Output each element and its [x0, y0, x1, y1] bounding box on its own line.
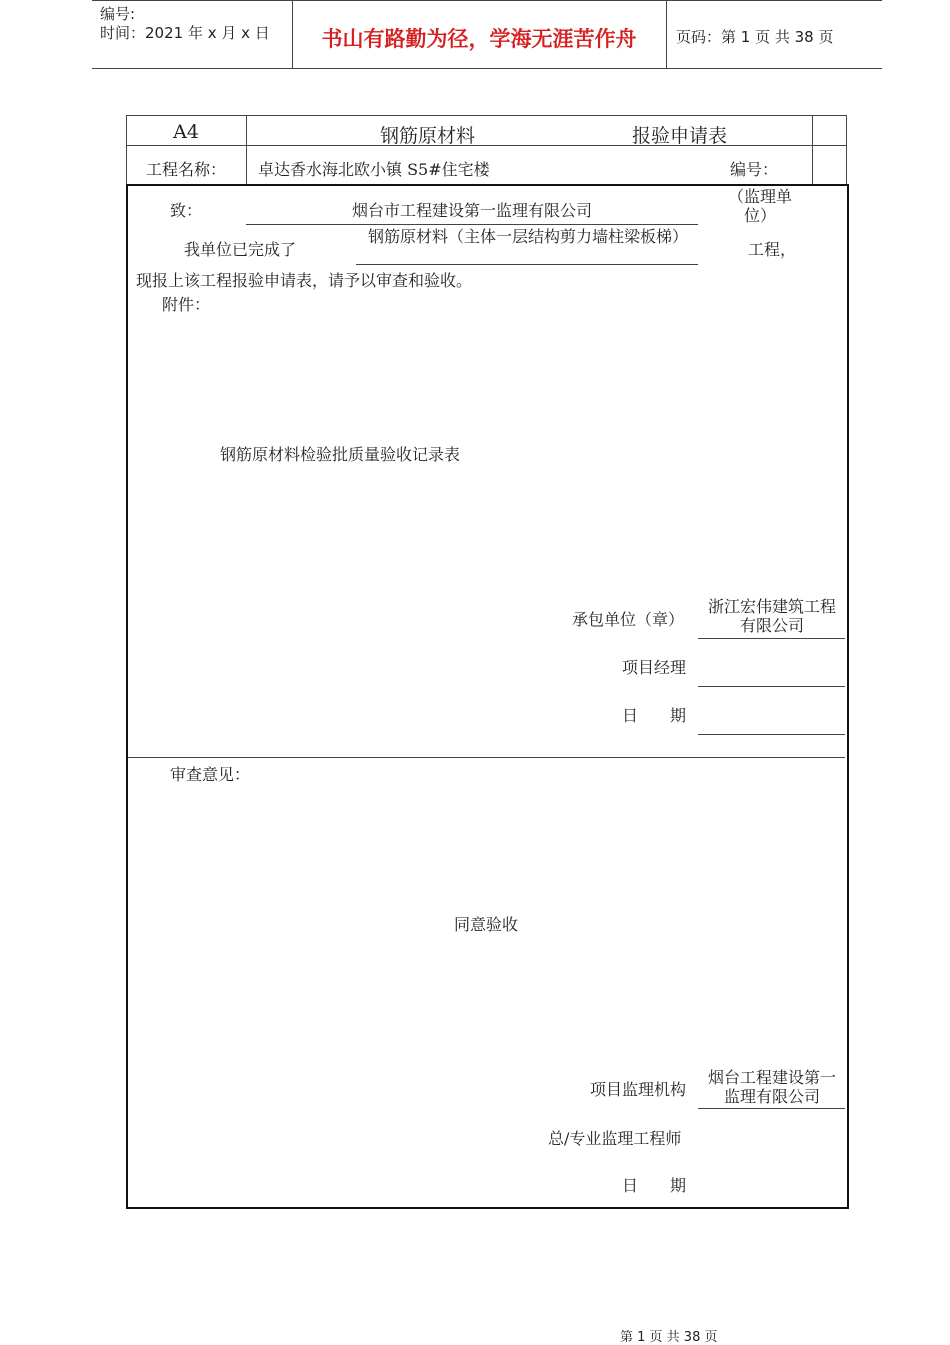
request-text: 现报上该工程报验申请表，请予以审查和验收。 — [136, 271, 473, 290]
supervisor-company: 烟台市工程建设第一监理有限公司 — [351, 201, 592, 220]
form-title-left: 钢筋原材料 — [380, 125, 476, 147]
underline — [698, 734, 845, 735]
footer-page-number: 第 1 页 共 38 页 — [620, 1330, 718, 1345]
underline — [698, 638, 845, 639]
underline — [698, 686, 845, 687]
date-label: 日 期 — [622, 706, 687, 725]
manager-label: 项目经理 — [622, 658, 687, 677]
table-line — [126, 145, 846, 146]
review-label: 审查意见： — [170, 765, 251, 784]
supervisor-suffix: （监理单位） — [727, 187, 792, 225]
section-divider — [128, 757, 845, 758]
header-page-info: 页码：第 1 页 共 38 页 — [676, 28, 834, 46]
form-main-box — [126, 184, 849, 1209]
form-code: A4 — [173, 121, 199, 143]
completed-prefix: 我单位已完成了 — [184, 240, 297, 259]
supervision-org-name: 烟台工程建设第一监理有限公司 — [707, 1068, 836, 1106]
date-label-2: 日 期 — [622, 1176, 687, 1195]
table-line — [246, 115, 247, 185]
header-time: 时间：2021 年 x 月 x 日 — [100, 24, 270, 42]
underline — [356, 264, 698, 265]
attachment-label: 附件： — [162, 295, 211, 314]
header-top-border — [92, 0, 882, 1]
header-bottom-border — [92, 68, 882, 69]
contractor-label: 承包单位（章） — [572, 610, 685, 629]
review-opinion: 同意验收 — [454, 915, 519, 934]
table-line — [812, 115, 813, 185]
supervision-org-label: 项目监理机构 — [590, 1080, 687, 1099]
contractor-name: 浙江宏伟建筑工程有限公司 — [707, 597, 836, 635]
underline — [698, 1108, 845, 1109]
project-name: 卓达香水海北欧小镇 S5#住宅楼 — [258, 160, 490, 179]
header-divider — [666, 0, 667, 68]
header-motto: 书山有路勤为径，学海无涯苦作舟 — [321, 27, 637, 51]
work-item: 钢筋原材料（主体一层结构剪力墙柱梁板梯） — [367, 227, 688, 246]
project-label: 工程名称： — [146, 160, 227, 179]
engineer-label: 总/专业监理工程师 — [548, 1129, 682, 1148]
header-code-label: 编号: — [100, 5, 136, 23]
to-label: 致： — [170, 201, 203, 220]
attachment-item: 钢筋原材料检验批质量验收记录表 — [220, 445, 461, 464]
table-line — [126, 115, 846, 116]
work-suffix: 工程， — [748, 240, 797, 259]
underline — [246, 224, 698, 225]
number-label: 编号： — [730, 160, 779, 179]
table-line — [846, 115, 847, 185]
form-title-right: 报验申请表 — [632, 125, 728, 147]
